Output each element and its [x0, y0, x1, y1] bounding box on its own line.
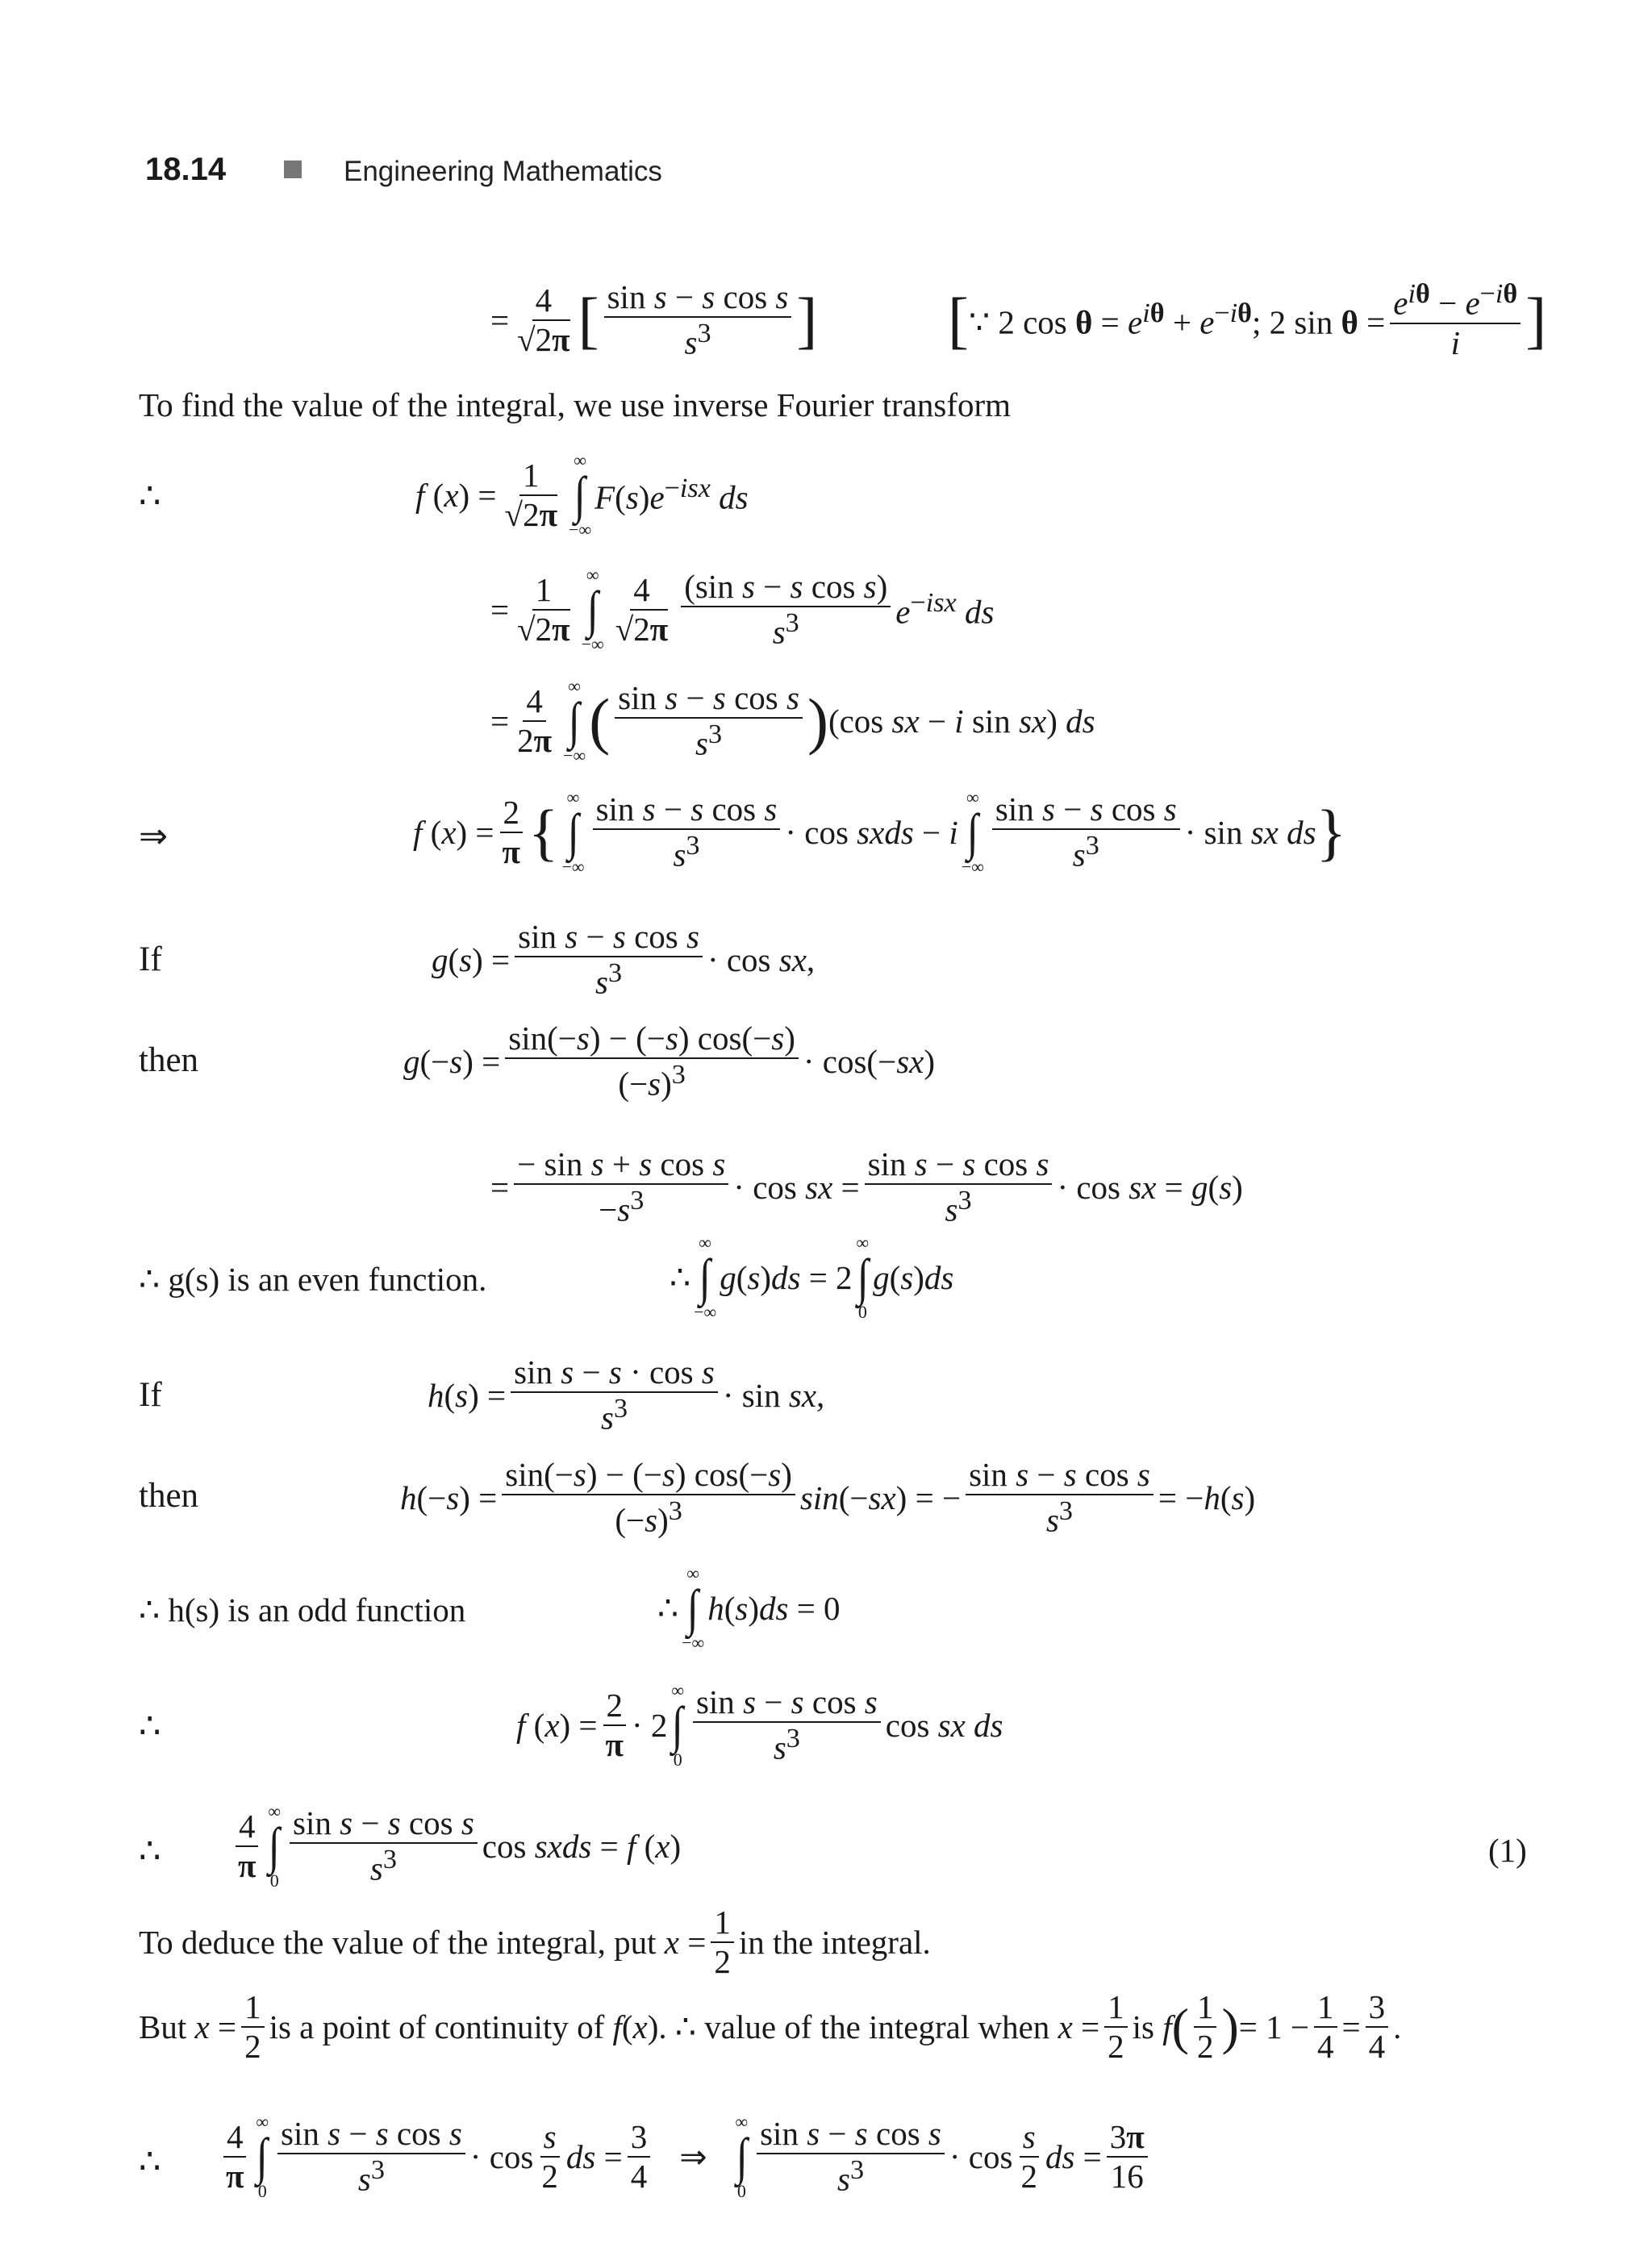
h-odd-text: h(s) is an odd function — [168, 1591, 466, 1628]
equation-split-integral: f (x) = $\frac{2}{\pi}$ { ∞ ∫ −∞ $\frac{\text{sin s − s cos s}}{s^3}$ · cos sxds − i ∞ ∫ −∞ $\frac{\text{sin s − s cos s}}{s^3}$ · sin sx ds } — [413, 787, 1347, 877]
if-label-h: If — [139, 1376, 162, 1414]
inverse-intro-text: To find the value of the integral, we use inverse Fourier transform — [139, 386, 1012, 423]
then-label-g: then — [139, 1041, 199, 1079]
g-even-text: g(s) is an even function. — [168, 1261, 487, 1298]
equation-h-definition: h(s) = $\frac{\text{sin s − s · cos s}}{s^3}$ · sin sx, — [428, 1353, 825, 1437]
equation-numbered-1: $\frac{4}{\pi}$ ∞ ∫ 0 $\frac{\text{sin s − s cos s}}{s^3}$ cos sxds = f (x) — [230, 1803, 681, 1890]
page-number: 18.14 — [145, 152, 227, 187]
header-bullet-icon — [284, 161, 302, 178]
therefore-symbol: ∴ — [139, 2143, 161, 2181]
equation-g-definition: g(s) = $\frac{\text{sin s − s cos s}}{s^3}$ · cos sx, — [432, 918, 816, 1001]
continuity-text: is a point of continuity of — [269, 2008, 605, 2046]
therefore-symbol: ∴ — [139, 1708, 161, 1745]
deduce-text: To deduce the value of the integral, put — [139, 1924, 657, 1962]
therefore-symbol: ∴ — [139, 1833, 161, 1870]
deduce-line: To deduce the value of the integral, put x = $\frac{1}{2}$ in the integral. — [139, 1904, 931, 1981]
therefore-symbol: ∴ — [139, 1261, 161, 1298]
continuity-but: But — [139, 2008, 187, 2046]
equation-h-negative: h(−s) = $\frac{\sin(-s) - (-s) \cos(-s)}{(-s)^3}$ sin(−sx) = − $\frac{\text{sin s − s cos s}}{s^3}$ = −h(s) — [400, 1456, 1256, 1539]
book-title: Engineering Mathematics — [344, 156, 662, 187]
then-label-h: then — [139, 1477, 199, 1515]
equation-h-odd-integral: ∴ ∞ ∫ −∞ h(s)ds = 0 — [657, 1563, 841, 1653]
continuity-line: But x = $\frac{1}{2}$ is a point of continuity of f(x). ∴ value of the integral when x = $\frac{1}{2}$ is f ( $\frac{1}{2}$ ) = 1 − $\frac{1}{4}$ = $\frac{3}{4}$ . — [139, 1988, 1402, 2066]
equation-number: (1) — [1488, 1832, 1527, 1869]
if-label-g: If — [139, 940, 162, 978]
equation-g-symmetry: = $\frac{\text{− sin s + s cos s}}{-s^3}$ · cos sx = $\frac{\text{sin s − s cos s}}{s^3}$ · cos sx = g(s) — [490, 1145, 1243, 1228]
therefore-symbol: ∴ — [139, 1591, 161, 1628]
equation-final: $\frac{4}{\pi}$ ∞ ∫ 0 $\frac{\text{sin s − s cos s}}{s^3}$ · cos $\frac{s}{2}$ ds = $\frac{3}{4}$ ⇒ ∞ ∫ 0 $\frac{\text{sin s − s cos s}}{s^3}$ · cos $\frac{s}{2}$ ds = $\frac{3\pi}{16}$ — [218, 2113, 1153, 2200]
equation-euler-identity: [ ∵ 2 $\cos \theta = e^{i\theta} + e^{-i\theta}$; 2 sin θ = $\frac{e^{i\theta} - e^{-i\theta}}{i}$ ] — [948, 279, 1547, 361]
therefore-symbol: ∴ — [139, 477, 161, 515]
g-even-statement — [139, 1260, 486, 1299]
deduce-tail-text: in the integral. — [738, 1924, 931, 1962]
equation-g-even-integral: ∴ ∞ ∫ −∞ g(s)ds = 2 ∞ ∫ 0 g(s)ds — [670, 1232, 954, 1322]
continuity-value-text: value of the integral when — [704, 2008, 1050, 2046]
equation-fourier-result: = $\frac{4}{√2\pi}$ [ $\frac{\text{sin s − s cos s}}{s^3}$ ] — [490, 278, 818, 361]
implies-symbol: ⇒ — [139, 818, 169, 856]
equation-inverse-transform: f (x) = $\frac{1}{√2\pi}$ ∞ ∫ −∞ $F(s)e^{-isx}$ ds — [415, 450, 749, 540]
equation-step-3: = $\frac{4}{2\pi}$ ∞ ∫ −∞ ( $\frac{\text{sin s − s cos s}}{s^3}$ ) (cos sx − i sin sx) ds — [490, 676, 1095, 765]
h-odd-statement — [139, 1591, 465, 1629]
therefore-symbol: ∴ — [674, 2008, 696, 2046]
equation-g-negative: g(−s) = $\frac{\sin(-s) - (-s) \cos(-s)}{(-s)^3}$ · cos(−sx) — [403, 1020, 936, 1103]
equation-step-2: = $\frac{1}{√2\pi}$ ∞ ∫ −∞ $\frac{4}{√2\pi}$ $\frac{\text{(sin s − s cos s)}}{s^3}$ $e^{-isx}$ ds — [490, 565, 995, 654]
equation-f-cosine: f (x) = $\frac{2}{\pi}$ · 2 ∞ ∫ 0 $\frac{\text{sin s − s cos s}}{s^3}$ cos sx ds — [516, 1680, 1003, 1770]
